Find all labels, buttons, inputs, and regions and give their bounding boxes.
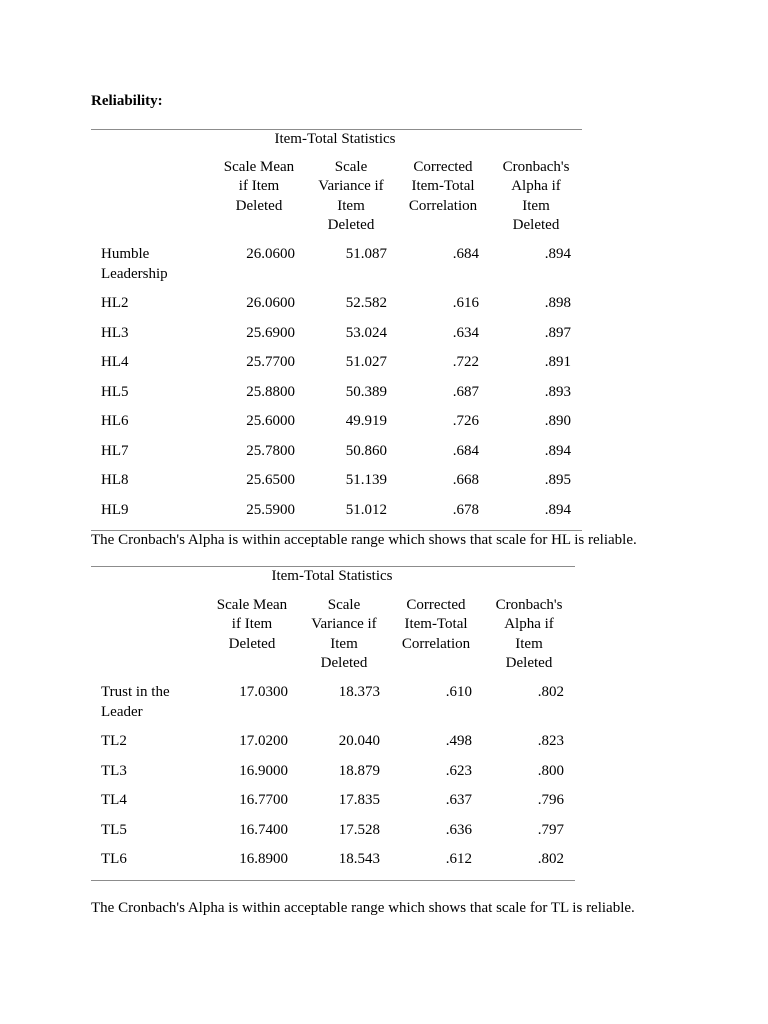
table-cell: 50.860 bbox=[345, 442, 387, 459]
table-cell: .623 bbox=[445, 762, 472, 779]
column-header-line: Corrected bbox=[413, 159, 473, 175]
table-cell: 18.373 bbox=[338, 684, 380, 700]
column-header-line: Scale bbox=[327, 597, 361, 613]
table-cell: .498 bbox=[445, 733, 472, 749]
column-header bbox=[212, 596, 292, 654]
table-cell: 26.0600 bbox=[246, 246, 295, 262]
table-cell: .823 bbox=[537, 733, 564, 749]
column-header-line: Scale Mean bbox=[223, 159, 295, 175]
table-cell: .797 bbox=[537, 821, 564, 838]
column-header-line: Deleted bbox=[327, 216, 375, 233]
table-cell: .893 bbox=[544, 383, 571, 400]
table-cell: 25.7700 bbox=[246, 354, 295, 370]
column-header bbox=[496, 158, 576, 235]
row-label-line: HL8 bbox=[101, 472, 129, 488]
row-label bbox=[101, 412, 201, 432]
column-header-line: Cronbach's bbox=[495, 597, 563, 613]
table-cell: 18.879 bbox=[338, 762, 380, 779]
row-label-line: HL7 bbox=[101, 442, 129, 459]
column-header-line: Variance if bbox=[311, 616, 377, 633]
table-bottom-rule bbox=[91, 880, 575, 881]
column-header-line: Alpha if bbox=[504, 616, 554, 633]
table-cell: .634 bbox=[452, 324, 479, 341]
table-cell: 16.8900 bbox=[239, 851, 288, 867]
column-header bbox=[311, 158, 391, 235]
table-cell: .895 bbox=[544, 472, 571, 488]
table-cell: 51.087 bbox=[345, 246, 387, 262]
table-cell: 25.6900 bbox=[246, 324, 295, 341]
table-cell: 17.835 bbox=[338, 792, 380, 808]
table-cell: .636 bbox=[445, 821, 472, 838]
row-label-line: TL5 bbox=[101, 821, 127, 838]
column-header-line: if Item bbox=[238, 178, 280, 195]
table-cell: 17.0200 bbox=[239, 733, 288, 749]
table-cell: 49.919 bbox=[345, 413, 387, 429]
row-label bbox=[101, 683, 201, 722]
row-label-line: HL2 bbox=[101, 295, 129, 311]
table-cell: 25.8800 bbox=[246, 383, 295, 400]
row-label-line: TL6 bbox=[101, 851, 127, 867]
table-title: Item-Total Statistics bbox=[274, 131, 396, 147]
row-label bbox=[101, 294, 201, 314]
column-header-line: Corrected bbox=[406, 597, 466, 613]
row-label-line: HL5 bbox=[101, 383, 129, 400]
table-cell: .684 bbox=[452, 442, 479, 459]
table-bottom-rule bbox=[91, 530, 582, 531]
column-header-line: Deleted bbox=[228, 635, 276, 652]
row-label bbox=[101, 501, 201, 521]
row-label bbox=[101, 324, 201, 344]
column-header-line: Correlation bbox=[408, 197, 478, 214]
column-header-line: Correlation bbox=[401, 635, 471, 652]
table-cell: .722 bbox=[452, 354, 479, 370]
column-header-line: Deleted bbox=[505, 654, 553, 671]
column-header bbox=[403, 158, 483, 216]
row-label-line: TL2 bbox=[101, 733, 127, 749]
table-cell: .802 bbox=[537, 851, 564, 867]
table-cell: .894 bbox=[544, 501, 571, 518]
table-cell: .687 bbox=[452, 383, 479, 400]
table-cell: 17.528 bbox=[338, 821, 380, 838]
table-cell: 16.9000 bbox=[239, 762, 288, 779]
table-cell: .894 bbox=[544, 442, 571, 459]
column-header-line: Deleted bbox=[320, 654, 368, 671]
row-label-line: Leader bbox=[101, 703, 143, 720]
table-cell: 51.027 bbox=[345, 354, 387, 370]
table-cell: 26.0600 bbox=[246, 295, 295, 311]
table-cell: .894 bbox=[544, 246, 571, 262]
table-cell: 16.7700 bbox=[239, 792, 288, 808]
row-label-line: HL6 bbox=[101, 413, 129, 429]
column-header bbox=[219, 158, 299, 216]
column-header-line: Scale bbox=[334, 159, 368, 175]
column-header-line: Scale Mean bbox=[216, 597, 288, 613]
row-label bbox=[101, 732, 201, 752]
column-header-line: Variance if bbox=[318, 178, 384, 195]
column-header-line: Deleted bbox=[512, 216, 560, 233]
table-cell: 20.040 bbox=[338, 733, 380, 749]
column-header-line: Item bbox=[330, 635, 358, 652]
table-cell: .637 bbox=[445, 792, 472, 808]
table-cell: .612 bbox=[445, 851, 472, 867]
column-header-line: Deleted bbox=[235, 197, 283, 214]
row-label-line: Trust in the bbox=[101, 684, 170, 700]
column-header-line: Item bbox=[515, 635, 543, 652]
table-cell: 16.7400 bbox=[239, 821, 288, 838]
table-title: Item-Total Statistics bbox=[271, 568, 393, 584]
column-header bbox=[396, 596, 476, 654]
table-cell: .796 bbox=[537, 792, 564, 808]
hl-reliability-note: The Cronbach's Alpha is within acceptable range which shows that scale for HL is reliable. bbox=[91, 532, 637, 548]
row-label bbox=[101, 442, 201, 462]
table-cell: 25.6500 bbox=[246, 472, 295, 488]
column-header bbox=[489, 596, 569, 673]
table-cell: 25.7800 bbox=[246, 442, 295, 459]
row-label bbox=[101, 762, 201, 782]
row-label bbox=[101, 850, 201, 870]
section-heading: Reliability: bbox=[91, 93, 163, 109]
row-label-line: Humble bbox=[101, 246, 150, 262]
column-header-line: Alpha if bbox=[511, 178, 561, 195]
column-header-line: Item-Total bbox=[404, 616, 468, 633]
table-cell: 51.012 bbox=[345, 501, 387, 518]
column-header-line: if Item bbox=[231, 616, 273, 633]
column-header-line: Item bbox=[522, 197, 550, 214]
row-label bbox=[101, 245, 201, 284]
tl-reliability-note: The Cronbach's Alpha is within acceptable range which shows that scale for TL is reliable. bbox=[91, 900, 635, 916]
table-cell: .668 bbox=[452, 472, 479, 488]
row-label bbox=[101, 383, 201, 403]
column-header-line: Cronbach's bbox=[502, 159, 570, 175]
table-cell: 52.582 bbox=[345, 295, 387, 311]
row-label bbox=[101, 821, 201, 841]
row-label-line: HL4 bbox=[101, 354, 129, 370]
table-cell: .890 bbox=[544, 413, 571, 429]
row-label-line: TL3 bbox=[101, 762, 127, 779]
row-label-line: HL9 bbox=[101, 501, 129, 518]
table-cell: .684 bbox=[452, 246, 479, 262]
table-cell: 50.389 bbox=[345, 383, 387, 400]
row-label bbox=[101, 791, 201, 811]
row-label-line: Leadership bbox=[101, 265, 168, 282]
table-cell: 17.0300 bbox=[239, 684, 288, 700]
table-cell: .726 bbox=[452, 413, 479, 429]
table-cell: 53.024 bbox=[345, 324, 387, 341]
table-cell: .616 bbox=[452, 295, 479, 311]
table-cell: .898 bbox=[544, 295, 571, 311]
table-cell: 51.139 bbox=[345, 472, 387, 488]
row-label bbox=[101, 353, 201, 373]
table-cell: .891 bbox=[544, 354, 571, 370]
table-cell: .800 bbox=[537, 762, 564, 779]
table-cell: 25.5900 bbox=[246, 501, 295, 518]
column-header bbox=[304, 596, 384, 673]
column-header-line: Item bbox=[337, 197, 365, 214]
table-cell: 25.6000 bbox=[246, 413, 295, 429]
table-cell: .678 bbox=[452, 501, 479, 518]
table-cell: .610 bbox=[445, 684, 472, 700]
table-cell: .897 bbox=[544, 324, 571, 341]
row-label-line: TL4 bbox=[101, 792, 127, 808]
row-label bbox=[101, 471, 201, 491]
column-header-line: Item-Total bbox=[411, 178, 475, 195]
table-cell: .802 bbox=[537, 684, 564, 700]
table-cell: 18.543 bbox=[338, 851, 380, 867]
row-label-line: HL3 bbox=[101, 324, 129, 341]
